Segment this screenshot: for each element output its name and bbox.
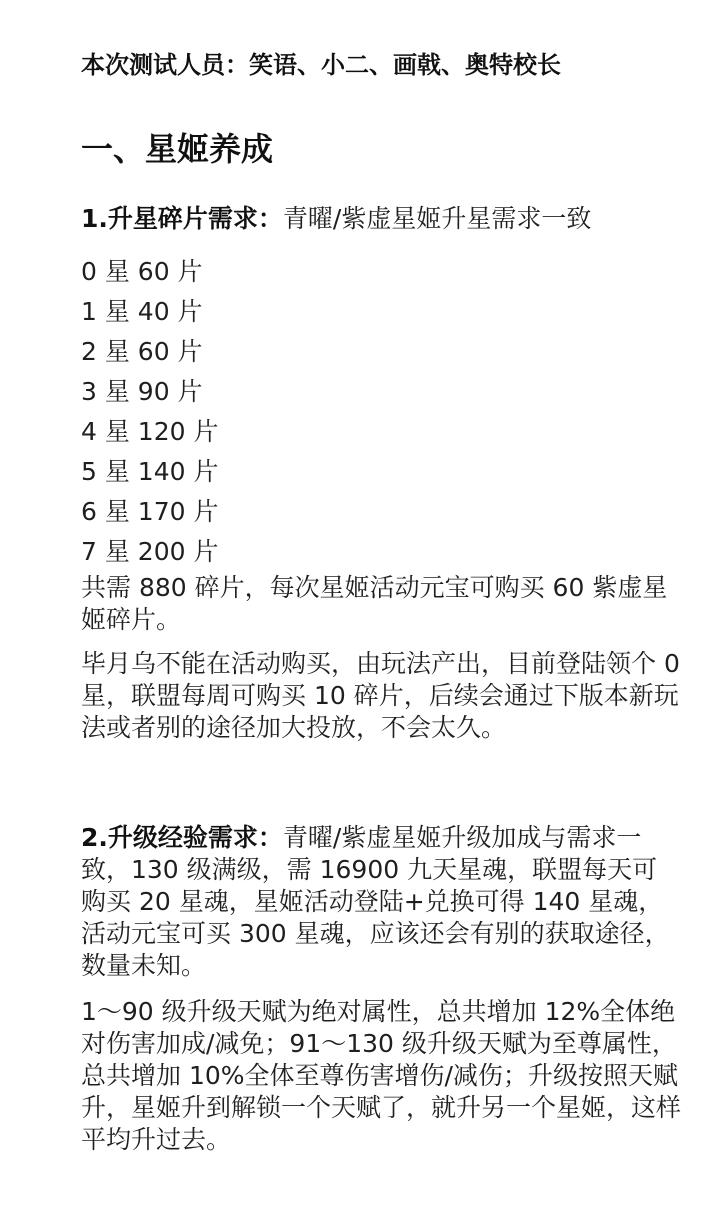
star-requirement-item: 7 星 200 片: [81, 537, 219, 566]
talent-note: 1～90 级升级天赋为绝对属性，总共增加 12%全体绝对伤害加成/减免；91～130 级升级天赋为至尊属性，总共增加 10%全体至尊伤害增伤/减伤；升级按照天赋升，星姬升到解锁一个天赋了，就升另一个星姬，这样平均升过去。: [81, 997, 682, 1154]
star-requirement-item: 6 星 170 片: [81, 497, 219, 526]
star-requirement-item: 4 星 120 片: [81, 417, 219, 446]
star-requirement-item: 3 星 90 片: [81, 377, 203, 406]
star-requirement-item: 0 星 60 片: [81, 257, 203, 286]
exp-requirement-text: 青曜/紫虚星姬升级加成与需求一致，130 级满级，需 16900 九天星魂，联盟每天可购买 20 星魂，星姬活动登陆+兑换可得 140 星魂，活动元宝可买 300 星魂，应该还会有别的获取途径，数量未知。: [81, 823, 670, 980]
star-requirement-item: 1 星 40 片: [81, 297, 203, 326]
testers-line: 本次测试人员：笑语、小二、画戟、奥特校长: [81, 51, 561, 79]
biyuewu-note: 毕月乌不能在活动购买，由玩法产出，目前登陆领个 0 星，联盟每周可购买 10 碎片，后续会通过下版本新玩法或者别的途径加大投放，不会太久。: [81, 649, 680, 742]
star-requirement-item: 2 星 60 片: [81, 337, 203, 366]
star-requirement-item: 5 星 140 片: [81, 457, 219, 486]
shard-requirement-text: 青曜/紫虚星姬升星需求一致: [282, 204, 592, 233]
star-requirement-list: [81, 254, 218, 574]
exp-requirement-paragraph: [81, 822, 681, 982]
shard-requirement-paragraph: [81, 203, 681, 235]
shard-requirement-label: 1.升星碎片需求：: [81, 204, 283, 233]
section-title: 一、星姬养成: [81, 130, 274, 168]
exp-requirement-label: 2.升级经验需求：: [81, 823, 283, 852]
total-shards-note: 共需 880 碎片，每次星姬活动元宝可购买 60 紫虚星姬碎片。: [81, 573, 668, 634]
